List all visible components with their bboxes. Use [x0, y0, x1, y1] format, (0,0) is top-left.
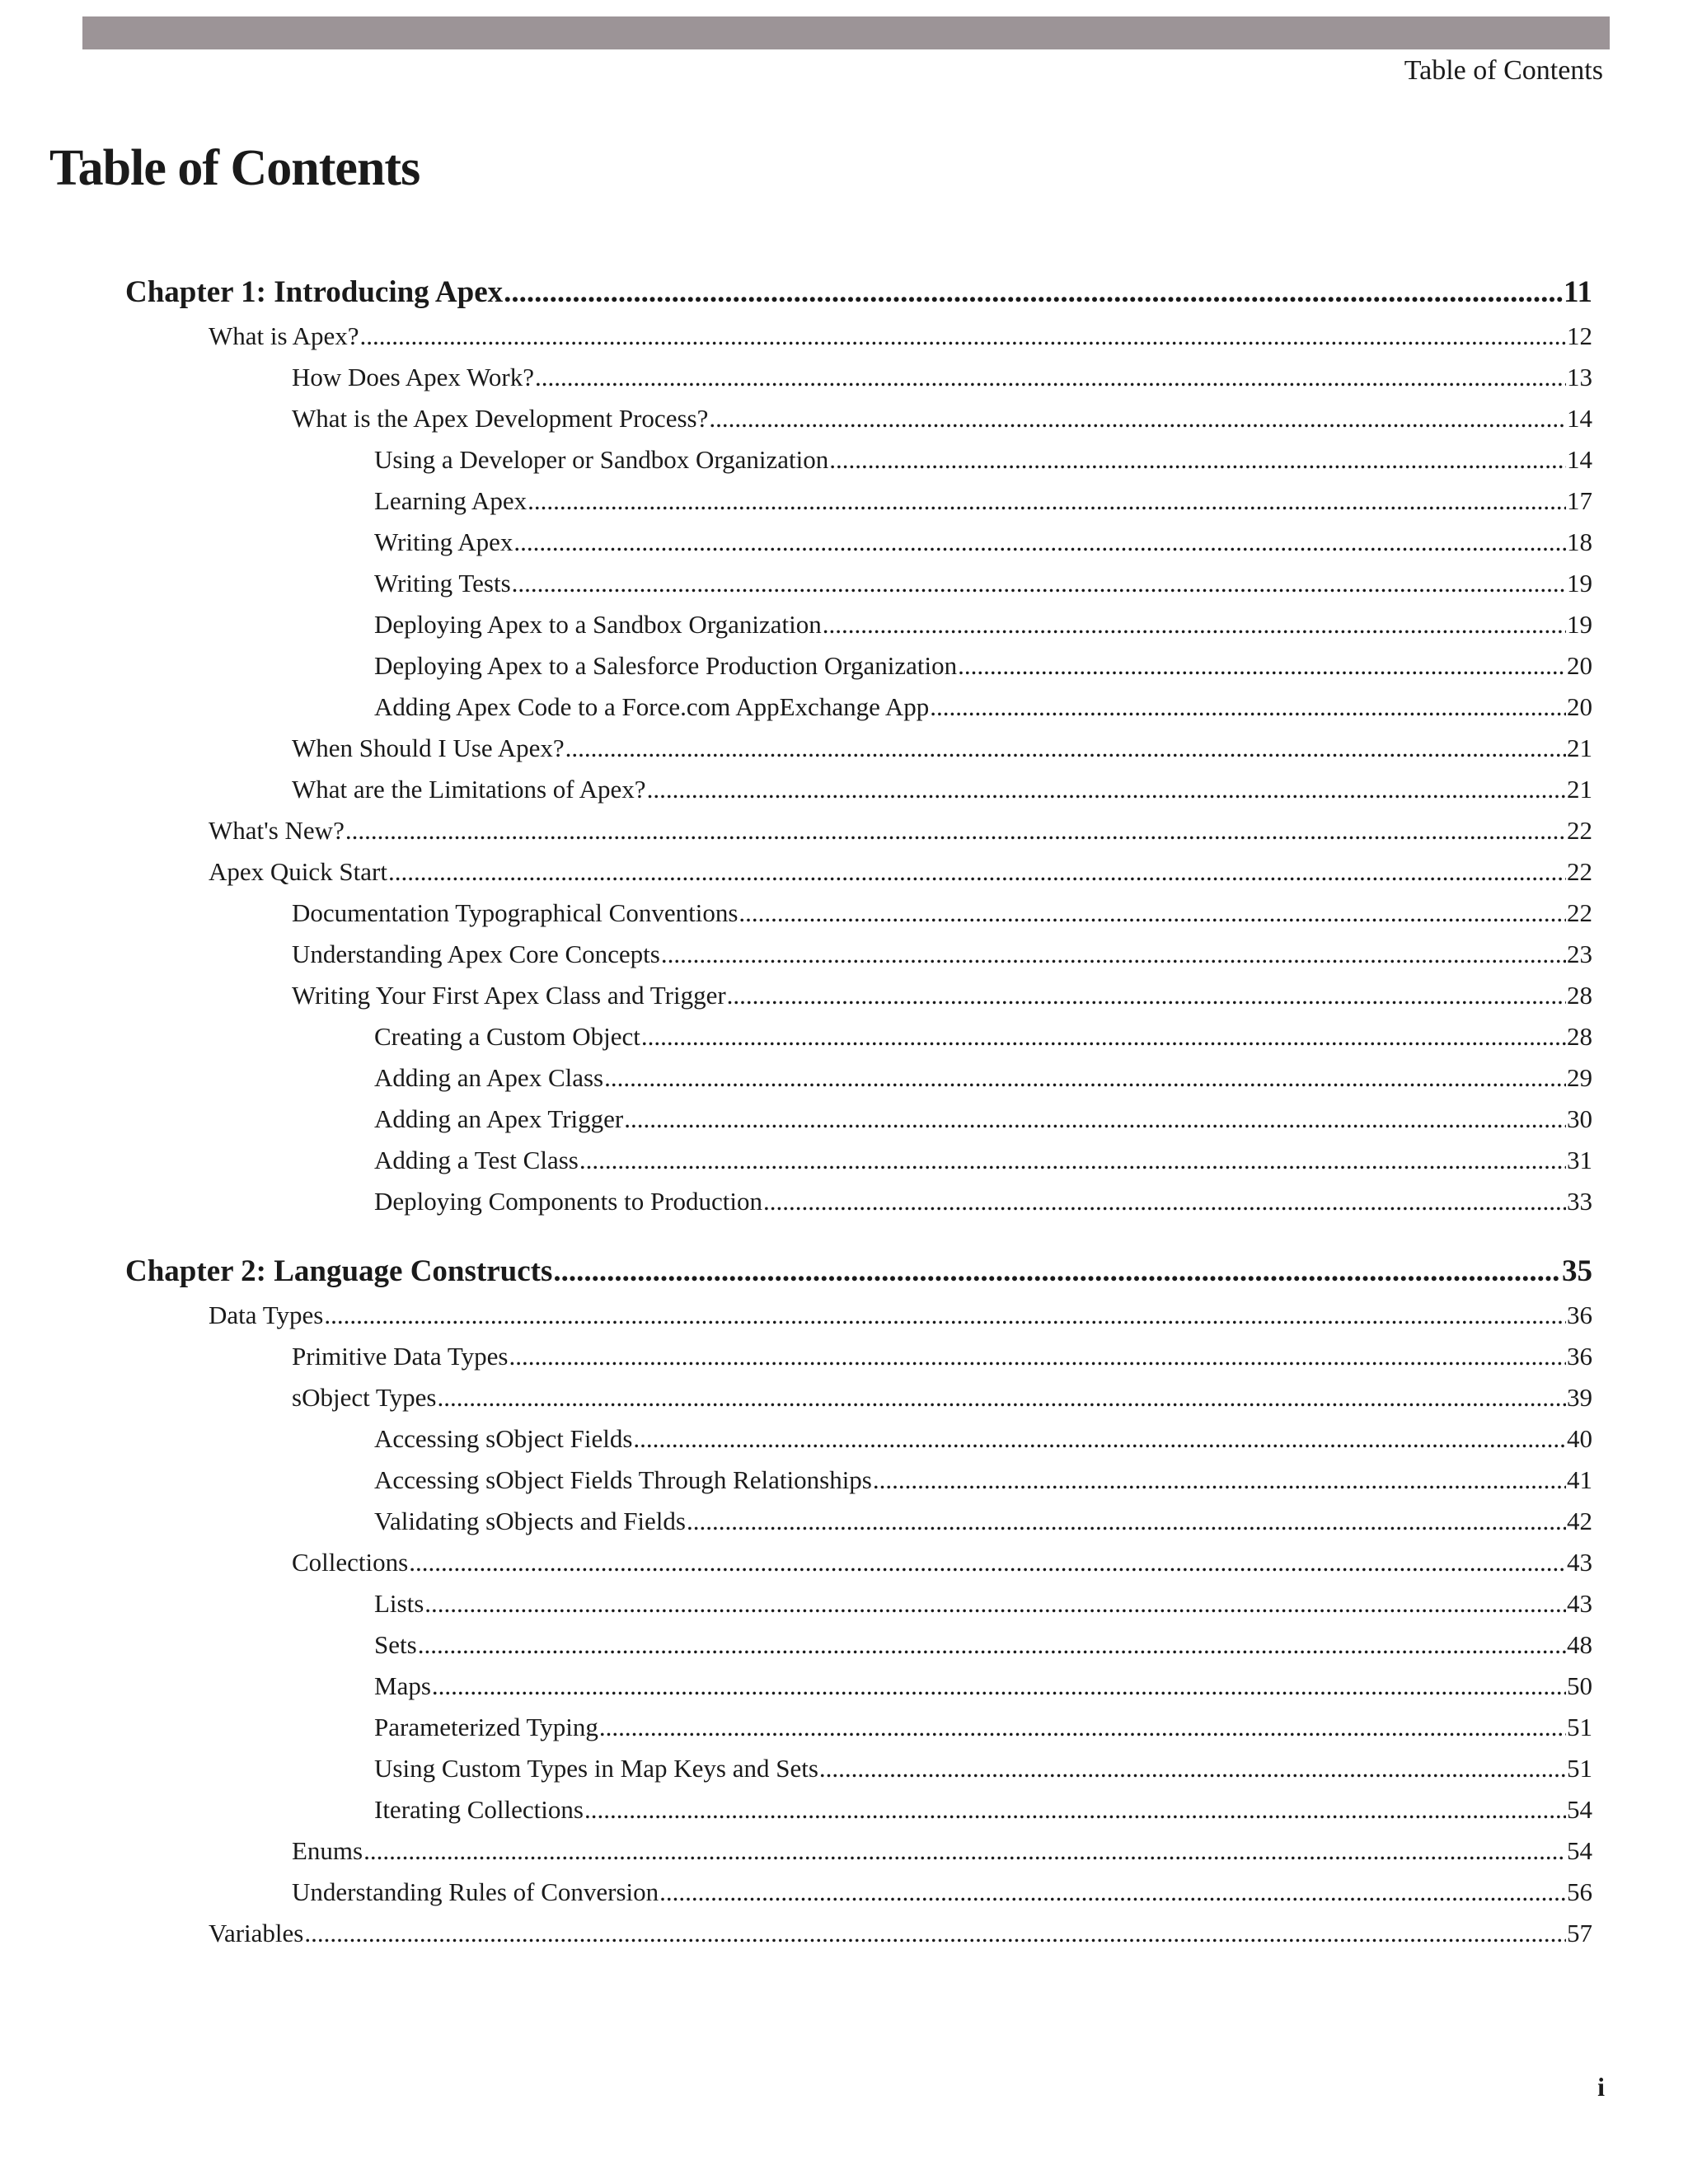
toc-entry[interactable] — [292, 897, 1592, 930]
toc-entry[interactable] — [209, 1299, 1592, 1332]
toc-entry-title: Iterating Collections — [374, 1795, 584, 1824]
toc-entry-page: 22 — [1567, 857, 1592, 886]
dot-leader — [604, 1062, 1566, 1094]
toc-entry-page: 51 — [1567, 1754, 1592, 1783]
toc-entry-page: 39 — [1567, 1383, 1592, 1412]
toc-entry-page: 43 — [1567, 1589, 1592, 1618]
dot-leader — [512, 567, 1566, 600]
toc-entry-page: 54 — [1567, 1795, 1592, 1824]
dot-leader — [599, 1711, 1566, 1744]
toc-chapter[interactable] — [125, 272, 1592, 313]
toc-entry[interactable] — [374, 443, 1592, 476]
running-header: Table of Contents — [1404, 55, 1603, 86]
dot-leader — [661, 938, 1566, 971]
toc-entry-title: What is Apex? — [209, 321, 359, 350]
toc-entry[interactable] — [292, 1340, 1592, 1373]
toc-entry[interactable] — [374, 526, 1592, 559]
toc-entry-title: Adding Apex Code to a Force.com AppExchange App — [374, 692, 930, 721]
toc-entry[interactable] — [374, 1711, 1592, 1744]
dot-leader — [388, 855, 1566, 888]
toc-entry-page: 20 — [1567, 651, 1592, 680]
dot-leader — [819, 1752, 1566, 1785]
toc-entry-title: Enums — [292, 1836, 363, 1865]
toc-entry-title: Accessing sObject Fields Through Relationships — [374, 1465, 872, 1494]
toc-entry[interactable] — [374, 485, 1592, 518]
toc-entry-title: Writing Apex — [374, 527, 513, 556]
toc-entry[interactable] — [374, 1422, 1592, 1455]
toc-entry-title: Learning Apex — [374, 486, 528, 515]
page-number: i — [1597, 2072, 1605, 2102]
dot-leader — [409, 1546, 1566, 1579]
dot-leader — [624, 1103, 1566, 1136]
toc-entry-page: 28 — [1567, 1022, 1592, 1051]
toc-entry-title: Creating a Custom Object — [374, 1022, 640, 1051]
toc-entry-title: Sets — [374, 1630, 417, 1659]
dot-leader — [432, 1670, 1566, 1703]
toc-entry-page: 54 — [1567, 1836, 1592, 1865]
toc-entry[interactable] — [374, 1464, 1592, 1497]
toc-entry[interactable] — [292, 402, 1592, 435]
dot-leader — [584, 1793, 1566, 1826]
toc-entry-title: When Should I Use Apex? — [292, 733, 565, 762]
toc-entry-page: 28 — [1567, 981, 1592, 1010]
dot-leader — [304, 1917, 1566, 1950]
toc-entry[interactable] — [292, 1381, 1592, 1414]
toc-entry-page: 21 — [1567, 775, 1592, 804]
dot-leader — [363, 1835, 1566, 1868]
toc-entry-title: Collections — [292, 1548, 409, 1577]
toc-entry[interactable] — [292, 732, 1592, 765]
toc-entry-page: 12 — [1567, 321, 1592, 350]
toc-entry-title: Parameterized Typing — [374, 1713, 598, 1741]
toc-entry-page: 43 — [1567, 1548, 1592, 1577]
toc-entry-title: What is the Apex Development Process? — [292, 404, 709, 433]
toc-entry[interactable] — [374, 1020, 1592, 1053]
toc-entry-title: Lists — [374, 1589, 424, 1618]
toc-entry-page: 19 — [1567, 610, 1592, 639]
toc-entry-title: Writing Your First Apex Class and Trigger — [292, 981, 726, 1010]
toc-entry-page: 23 — [1567, 940, 1592, 968]
page-title: Table of Contents — [49, 140, 420, 196]
toc-entry-page: 29 — [1567, 1063, 1592, 1092]
toc-entry-title: How Does Apex Work? — [292, 363, 534, 391]
toc-entry[interactable] — [209, 1917, 1592, 1950]
toc-entry-page: 35 — [1562, 1254, 1592, 1288]
toc-entry-title: Deploying Components to Production — [374, 1187, 763, 1216]
toc-entry-page: 40 — [1567, 1424, 1592, 1453]
toc-entry-title: Using a Developer or Sandbox Organization — [374, 445, 829, 474]
toc-entry-page: 48 — [1567, 1630, 1592, 1659]
toc-entry[interactable] — [292, 361, 1592, 394]
toc-entry[interactable] — [209, 855, 1592, 888]
dot-leader — [930, 691, 1566, 724]
toc-entry-page: 14 — [1567, 445, 1592, 474]
dot-leader — [509, 1340, 1566, 1373]
toc-entry[interactable] — [374, 1752, 1592, 1785]
toc-entry[interactable] — [374, 1629, 1592, 1661]
toc-entry-page: 56 — [1567, 1877, 1592, 1906]
toc-entry-page: 11 — [1564, 275, 1592, 309]
toc-entry-page: 17 — [1567, 486, 1592, 515]
dot-leader — [727, 979, 1566, 1012]
toc-entry-page: 13 — [1567, 363, 1592, 391]
toc-entry[interactable] — [374, 649, 1592, 682]
toc-entry[interactable] — [374, 1670, 1592, 1703]
toc-entry[interactable] — [374, 1144, 1592, 1177]
toc-entry-page: 20 — [1567, 692, 1592, 721]
dot-leader — [418, 1629, 1566, 1661]
toc-entry-title: Adding an Apex Class — [374, 1063, 604, 1092]
dot-leader — [738, 897, 1566, 930]
toc-entry[interactable] — [292, 1546, 1592, 1579]
toc-entry-page: 30 — [1567, 1104, 1592, 1133]
dot-leader — [553, 1251, 1561, 1292]
toc-entry-title: Data Types — [209, 1301, 324, 1329]
toc-entry-title: Maps — [374, 1671, 431, 1700]
toc-entry-title: Writing Tests — [374, 569, 511, 598]
dot-leader — [528, 485, 1566, 518]
toc-entry[interactable] — [374, 567, 1592, 600]
toc-entry-title: Understanding Apex Core Concepts — [292, 940, 660, 968]
toc-entry[interactable] — [374, 1505, 1592, 1538]
toc-entry-page: 57 — [1567, 1919, 1592, 1947]
toc-entry[interactable] — [374, 1062, 1592, 1094]
dot-leader — [829, 443, 1566, 476]
toc-entry[interactable] — [292, 938, 1592, 971]
toc-entry-page: 51 — [1567, 1713, 1592, 1741]
toc-entry-title: Deploying Apex to a Salesforce Production Organization — [374, 651, 958, 680]
toc-entry-page: 41 — [1567, 1465, 1592, 1494]
dot-leader — [535, 361, 1566, 394]
toc-entry-title: Primitive Data Types — [292, 1342, 509, 1371]
dot-leader — [763, 1185, 1566, 1218]
toc-entry-page: 19 — [1567, 569, 1592, 598]
dot-leader — [504, 272, 1563, 313]
dot-leader — [324, 1299, 1566, 1332]
toc-entry-page: 36 — [1567, 1342, 1592, 1371]
toc-entry[interactable] — [292, 1835, 1592, 1868]
toc-entry-title: Deploying Apex to a Sandbox Organization — [374, 610, 822, 639]
toc-entry[interactable] — [292, 773, 1592, 806]
toc-entry[interactable] — [292, 979, 1592, 1012]
dot-leader — [647, 773, 1566, 806]
toc-entry[interactable] — [374, 1587, 1592, 1620]
toc-entry-title: Adding a Test Class — [374, 1146, 579, 1174]
dot-leader — [873, 1464, 1566, 1497]
dot-leader — [360, 320, 1566, 353]
toc-entry[interactable] — [209, 320, 1592, 353]
toc-entry-title: sObject Types — [292, 1383, 437, 1412]
toc-entry-page: 18 — [1567, 527, 1592, 556]
toc-entry-page: 33 — [1567, 1187, 1592, 1216]
toc-entry-title: What's New? — [209, 816, 345, 845]
dot-leader — [565, 732, 1566, 765]
dot-leader — [579, 1144, 1566, 1177]
toc-entry[interactable] — [374, 691, 1592, 724]
dot-leader — [659, 1876, 1566, 1909]
toc-entry-page: 31 — [1567, 1146, 1592, 1174]
toc-entry-title: Chapter 2: Language Constructs — [125, 1254, 553, 1288]
toc-entry-title: Chapter 1: Introducing Apex — [125, 275, 504, 309]
dot-leader — [687, 1505, 1566, 1538]
dot-leader — [709, 402, 1566, 435]
dot-leader — [641, 1020, 1566, 1053]
toc-entry[interactable] — [374, 608, 1592, 641]
toc-entry-page: 42 — [1567, 1507, 1592, 1535]
toc-entry-page: 36 — [1567, 1301, 1592, 1329]
toc-entry[interactable] — [374, 1103, 1592, 1136]
toc-entry-title: Apex Quick Start — [209, 857, 387, 886]
dot-leader — [633, 1422, 1566, 1455]
toc-entry-title: Using Custom Types in Map Keys and Sets — [374, 1754, 818, 1783]
toc-entry-page: 14 — [1567, 404, 1592, 433]
toc-entry-page: 22 — [1567, 816, 1592, 845]
toc-entry-title: Adding an Apex Trigger — [374, 1104, 624, 1133]
toc-entry-title: What are the Limitations of Apex? — [292, 775, 646, 804]
toc-entry[interactable] — [374, 1793, 1592, 1826]
toc-entry[interactable] — [209, 814, 1592, 847]
dot-leader — [424, 1587, 1566, 1620]
toc-chapter[interactable] — [125, 1251, 1592, 1292]
toc-entry[interactable] — [374, 1185, 1592, 1218]
dot-leader — [437, 1381, 1566, 1414]
toc-entry[interactable] — [292, 1876, 1592, 1909]
toc-entry-title: Documentation Typographical Conventions — [292, 898, 738, 927]
toc-entry-page: 50 — [1567, 1671, 1592, 1700]
toc-entry-title: Understanding Rules of Conversion — [292, 1877, 659, 1906]
dot-leader — [345, 814, 1566, 847]
dot-leader — [958, 649, 1566, 682]
toc-entry-title: Variables — [209, 1919, 304, 1947]
dot-leader — [513, 526, 1566, 559]
toc-entry-title: Validating sObjects and Fields — [374, 1507, 686, 1535]
dot-leader — [823, 608, 1566, 641]
toc-entry-page: 22 — [1567, 898, 1592, 927]
toc-entry-title: Accessing sObject Fields — [374, 1424, 633, 1453]
toc-entry-page: 21 — [1567, 733, 1592, 762]
